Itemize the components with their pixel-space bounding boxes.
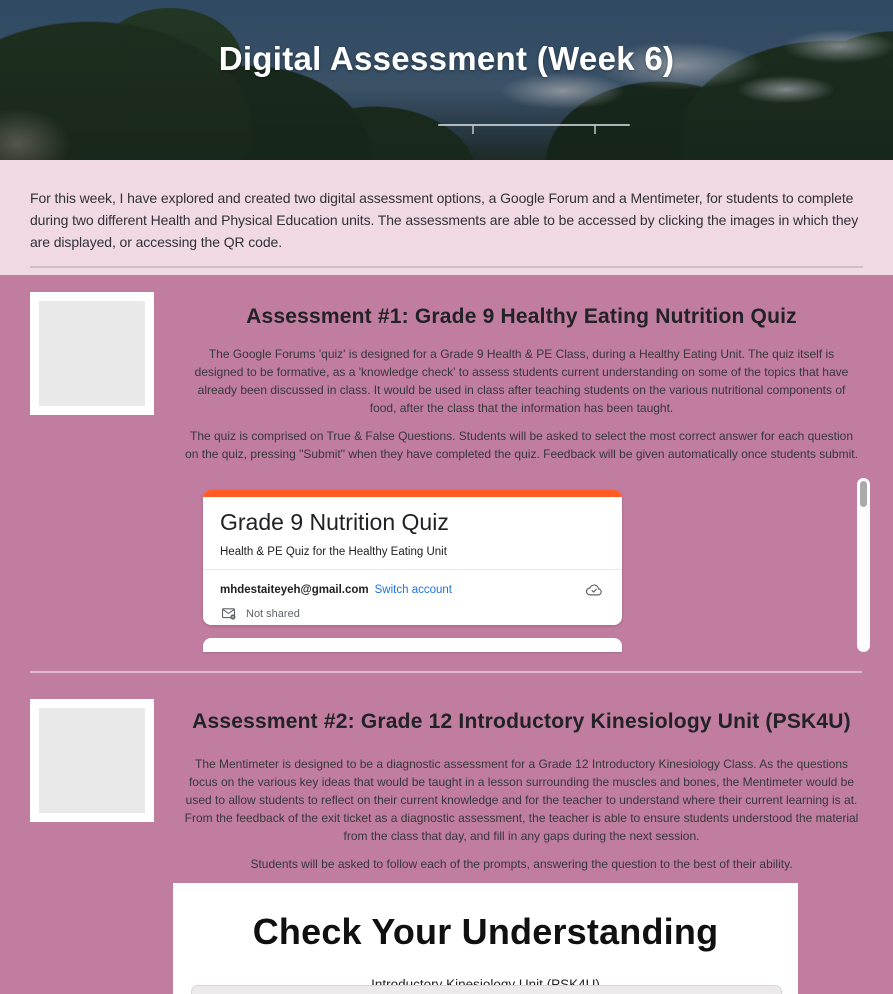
google-form-next-card-partial [203,638,622,652]
bridge-post [594,125,596,134]
hero-banner-image [0,0,893,160]
assessment-1-section [0,275,893,673]
assessment-1-paragraph-2: The quiz is comprised on True & False Questions. Students will be asked to select the most correct answer for each question on the quiz, pressing "Submit" when they have completed the quiz. Feedback will be given automatically once students submit. [185,429,858,461]
google-form-header-card [203,490,622,625]
image-placeholder [39,708,145,813]
google-form-embed[interactable] [173,478,870,654]
embed-scrollbar-track[interactable] [857,478,870,652]
cloud-check-icon [583,581,605,599]
assessment-2-qr-image[interactable] [30,699,154,822]
embed-scrollbar-thumb[interactable] [860,481,867,507]
section-divider [30,266,863,268]
assessment-2-section [0,673,893,994]
form-divider [203,569,622,570]
mentimeter-title: Check Your Understanding [252,911,719,952]
mentimeter-embed[interactable] [173,883,798,994]
switch-account-link[interactable]: Switch account [374,584,452,596]
shared-status-label: Not shared [246,607,300,620]
intro-paragraph: For this week, I have explored and created two digital assessment options, a Google Forum and a Mentimeter, for students to complete during two different Health and Physical Education units. The assessments are able to be accessed by clicking the images in which they are displayed, or accessing the QR code. [30,190,859,250]
mentimeter-slide-bar-partial [191,985,782,994]
intro-section [0,160,893,275]
assessment-1-qr-image[interactable] [30,292,154,415]
form-accent-bar [203,490,622,497]
assessment-2-paragraph-2: Students will be asked to follow each of the prompts, answering the question to the best of their ability. [250,857,793,871]
image-placeholder [39,301,145,406]
assessment-1-paragraph-1: The Google Forums 'quiz' is designed for a Grade 9 Health & PE Class, during a Healthy Eating Unit. The quiz itself is designed to be formative, as a 'knowledge check' to assess students current understanding on some of the topics that have already been discussed in class. It would be used in class after teaching students on the various nutritional components of food, after the class that the information has been taught. [194,347,849,415]
bridge-deck [438,124,630,126]
form-title: Grade 9 Nutrition Quiz [220,509,449,535]
bridge-post [472,125,474,134]
form-subtitle: Health & PE Quiz for the Healthy Eating Unit [220,546,447,558]
assessment-1-heading: Assessment #1: Grade 9 Healthy Eating Nutrition Quiz [246,305,797,328]
page-title: Digital Assessment (Week 6) [218,40,675,78]
assessment-2-paragraph-1: The Mentimeter is designed to be a diagnostic assessment for a Grade 12 Introductory Kinesiology Class. As the questions focus on the various key ideas that would be taught in a lesson surrounding the muscles and bones, the Mentimeter would be used to allow students to reflect on their current knowledge and for the teacher to understand where their current learning is at. From the feedback of the exit ticket as a diagnostic assessment, the teacher is able to ensure students understood the material from the class that day, and fill in any gaps during the next session. [184,757,859,843]
account-email: mhdestaiteyeh@gmail.com [220,584,369,596]
mail-restricted-icon [220,606,237,621]
assessment-2-heading: Assessment #2: Grade 12 Introductory Kinesiology Unit (PSK4U) [192,710,851,733]
suspension-bridge-graphic [438,124,630,136]
